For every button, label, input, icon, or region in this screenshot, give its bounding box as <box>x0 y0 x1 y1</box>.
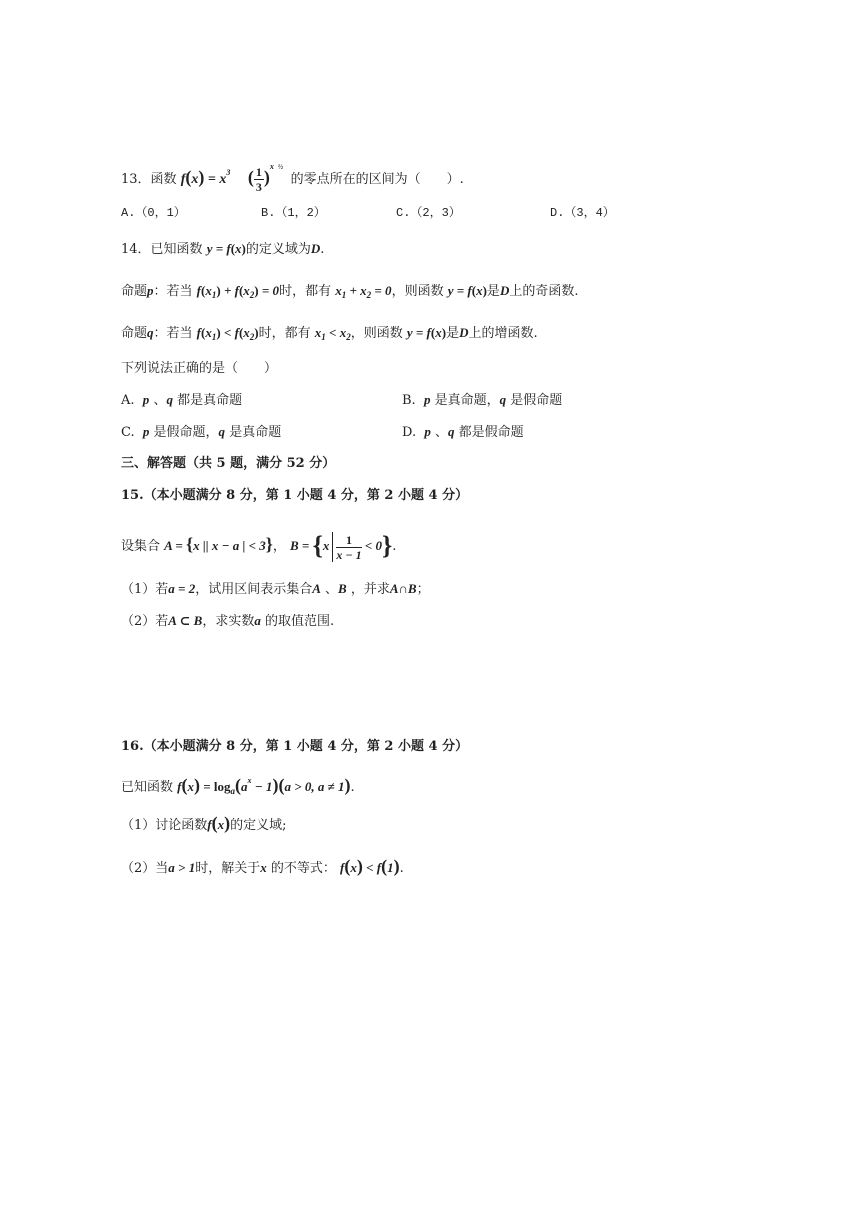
q15-sub2-cond: A ⊂ B <box>168 613 203 628</box>
prop-p-part: 是 <box>486 284 500 299</box>
q14-option-a-p: p <box>142 392 150 407</box>
q15-sub2-tail: 的取值范围. <box>264 614 335 629</box>
q16-lead: 已知函数 <box>121 780 174 795</box>
q15-sets: 设集合 A = {x || x − a | < 3}， B = {x $\frac{1}{x - 1}$ < 0}. <box>121 530 397 562</box>
q16-title: 16.（本小题满分 8 分，第 1 小题 4 分，第 2 小题 4 分） <box>121 739 469 754</box>
q15-sub1-cond: a = 2 <box>168 581 196 596</box>
q14-option-b-text2: 是假命题 <box>510 393 563 408</box>
q14-option-d <box>402 423 524 442</box>
q15-sub1-tail: ，并求 <box>350 582 390 597</box>
q14-option-b-text1: 是真命题， <box>434 393 500 408</box>
prop-q-part: ，则函数 <box>350 326 403 341</box>
q14-stem: 14．已知函数 y = f(x)的定义域为D. <box>121 241 325 257</box>
q15-sub1-and: 、 <box>325 582 339 597</box>
q15-sub1-prefix: （1）若 <box>121 582 169 597</box>
q16-sub2-inequality: f(x) < f(1) <box>340 856 400 876</box>
q14-domain-d: D <box>310 241 321 256</box>
q15-sub2-mid: ，求实数 <box>202 614 255 629</box>
q14-option-c-text2: 是真命题 <box>229 425 282 440</box>
prop-q-d: D <box>459 325 469 340</box>
q16-formula: $f(x) = \log_a(a^x - 1)(a > 0$, a ≠ 1) <box>177 775 351 796</box>
q14-intro-prefix: 14．已知函数 <box>121 242 203 257</box>
prop-p-var: p <box>147 283 154 298</box>
q13-stem <box>121 158 464 194</box>
q14-option-b-p: p <box>423 392 431 407</box>
q15-set-lead: 设集合 <box>121 538 161 554</box>
q13-number: 13． <box>121 172 151 187</box>
q14-option-b-letter: B. <box>402 393 416 408</box>
q15-sub1-b: B <box>338 581 347 596</box>
prop-p-part: 时，都有 <box>279 284 332 299</box>
q16-sub2-mid: 时，解关于 <box>195 861 261 876</box>
prop-p-d: D <box>499 283 510 298</box>
q15-sub2 <box>121 612 334 631</box>
prop-q-var: q <box>147 325 154 340</box>
q15-sub1-a: A <box>312 581 321 596</box>
prop-q-function: y = f(x) <box>406 325 447 340</box>
q14-option-d-sep: 、 <box>435 425 449 440</box>
q15-title: 15.（本小题满分 8 分，第 1 小题 4 分，第 2 小题 4 分） <box>121 488 469 503</box>
prop-p-label: 命题 <box>121 284 148 299</box>
q14-proposition-p <box>121 282 578 304</box>
q14-option-c-letter: C. <box>121 425 135 440</box>
q16-sub1-prefix: （1）讨论函数 <box>121 818 208 833</box>
q15-sub2-a: a <box>254 613 261 628</box>
q16-sub1-fx: f(x) <box>207 813 231 833</box>
q14-option-b <box>402 391 562 410</box>
q14-option-b-q: q <box>499 392 507 407</box>
section-heading: 三、解答题（共 5 题，满分 52 分） <box>121 456 336 471</box>
q15-sub1-mid: ，试用区间表示集合 <box>195 582 313 597</box>
prop-q-part: 上的增函数. <box>468 326 538 341</box>
q15-set-sep: ， <box>272 538 286 554</box>
q15-sub2-prefix: （2）若 <box>121 614 169 629</box>
prop-q-part: 是 <box>446 326 460 341</box>
q14-option-d-q: q <box>448 424 455 439</box>
q13-tail: 的零点所在的区间为（ ）. <box>290 172 464 187</box>
q13-option-a: A.（0，1） <box>121 206 186 220</box>
q16-sub2-cond: a > 1 <box>168 860 196 875</box>
q14-option-c-p: p <box>142 424 150 439</box>
q13-fraction: $\frac{1}{3}$ <box>255 165 262 195</box>
prop-p-function: y = f(x) <box>447 283 487 298</box>
q15-sub1-end: ； <box>416 582 430 597</box>
q14-option-c-q: q <box>218 424 226 439</box>
q16-sub2-x: x <box>260 860 267 875</box>
prop-p-condition: $f(x_1) + f(x_2) = 0$ <box>196 283 280 300</box>
q14-intro-suffix: 的定义域为 <box>245 242 311 257</box>
q14-option-d-p: p <box>424 424 431 439</box>
q14-option-a-sep: 、 <box>153 393 167 408</box>
prop-p-part: ，则函数 <box>391 284 444 299</box>
prop-q-part: ：若当 <box>153 326 193 341</box>
q13-option-b: B.（1，2） <box>261 206 326 220</box>
q16-sub2-prefix: （2）当 <box>121 861 169 876</box>
q14-option-d-text: 都是假命题 <box>458 425 524 440</box>
prop-p-conclusion: $x_1 + x_2 = 0$ <box>335 283 392 300</box>
q13-option-d: D.（3，4） <box>550 206 615 220</box>
q14-option-c <box>121 423 281 442</box>
prop-q-condition: $f(x_1) < f(x_2)$ <box>196 325 259 342</box>
prop-q-part: 时，都有 <box>258 326 311 341</box>
q14-option-a-letter: A. <box>121 393 135 408</box>
q14-proposition-q <box>121 324 538 346</box>
prop-q-label: 命题 <box>121 326 148 341</box>
q14-option-a-text: 都是真命题 <box>177 393 243 408</box>
q14-option-d-letter: D. <box>402 425 417 440</box>
q16-sub1 <box>121 814 287 835</box>
q16-sub2 <box>121 857 404 878</box>
q13-formula: $f(x) = x^3$ ( $\frac{1}{3}$ )$^{x \frac{1}{2}}$ <box>180 162 284 195</box>
q14-option-a-q: q <box>166 392 173 407</box>
q15-set-b: B = {x $\frac{1}{x - 1}$ < 0} <box>290 530 393 562</box>
q14-option-c-text1: 是假命题， <box>153 425 219 440</box>
q16-sub2-tail: 的不等式： <box>270 861 336 876</box>
prop-q-conclusion: $x_1 < x_2$ <box>314 325 351 342</box>
q14-function: y = f(x) <box>206 241 246 256</box>
q16-function: 已知函数 $f(x) = \log_a(a^x - 1)(a > 0$, a ≠ 1). <box>121 775 355 796</box>
q15-sub1 <box>121 580 430 599</box>
q15-set-a: A = {x || x − a | < 3} <box>164 533 273 554</box>
q13-lead: 函数 <box>150 172 177 187</box>
q14-option-a <box>121 391 242 410</box>
q16-sub2-end: . <box>399 861 404 876</box>
q15-sub1-intersection: A∩B <box>389 581 417 596</box>
prop-p-part: 上的奇函数. <box>509 284 579 299</box>
q14-question: 下列说法正确的是（ ） <box>121 361 278 376</box>
prop-p-part: ：若当 <box>153 284 193 299</box>
q16-sub1-tail: 的定义域; <box>230 818 287 833</box>
q13-option-c: C.（2，3） <box>396 206 461 220</box>
